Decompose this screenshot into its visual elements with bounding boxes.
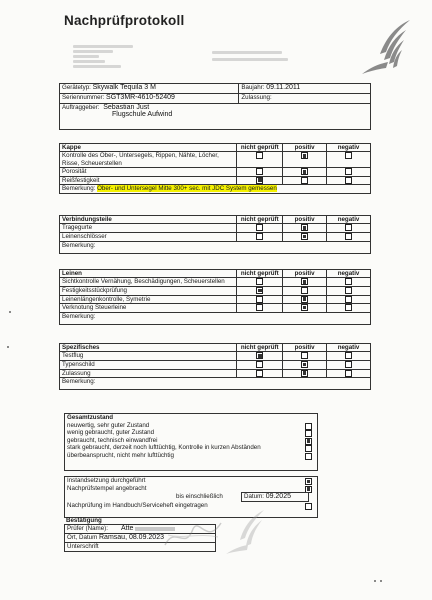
lines-row-label: Festigkeitsstückprüfung — [60, 286, 237, 295]
canopy-row-label: Reißfestigkeit — [60, 176, 237, 185]
place-date-field[interactable]: Ort, Datum Ramsau, 08.09.2023 — [64, 534, 216, 543]
approval-cell: Zulassung: — [239, 94, 371, 104]
valid-until-label: bis einschließlich — [176, 493, 223, 501]
specific-remark: Bemerkung: — [60, 378, 371, 390]
page-title: Nachprüfprotokoll — [64, 13, 185, 28]
overall-option-label: wenig gebraucht, guter Zustand — [67, 429, 155, 437]
checkbox[interactable] — [301, 233, 308, 240]
checkbox[interactable] — [345, 152, 352, 159]
checkbox[interactable] — [301, 370, 308, 377]
year-value: 09.11.2011 — [266, 84, 301, 91]
year-cell: Baujahr: 09.11.2011 — [239, 84, 371, 94]
checkbox[interactable] — [345, 352, 352, 359]
completion-box — [64, 476, 318, 518]
canopy-remark-text: Ober- und Untersegel Mitte 300+ sec. mit JDC System gemessen — [97, 185, 277, 193]
canopy-table: Kappe nicht geprüft positiv negativ Kontrolle des Ober-, Untersegels, Rippen, Nähte, Löcher, Risse, Scheuerstellen Porosität Reißfestigkeit Bemerkung: Ober- und Untersegel Mitte 300+ sec. mit JDC System gemessen — [59, 143, 371, 194]
checkbox[interactable] — [301, 224, 308, 231]
scan-mark — [380, 580, 382, 582]
specific-title: Spezifisches — [60, 344, 237, 352]
checkbox[interactable] — [256, 224, 263, 231]
inspector-field[interactable]: Prüfer (Name): Atte — [64, 524, 216, 534]
lines-row-label: Verknotung Steuerleine — [60, 304, 237, 313]
connectors-table: Verbindungsteile nicht geprüft positiv negativ Tragegurte Leinenschlösser Bemerkung: — [59, 215, 371, 254]
checkbox[interactable] — [345, 296, 352, 303]
checkbox[interactable] — [256, 361, 263, 368]
overall-option-label: neuwertig, sehr guter Zustand — [67, 421, 150, 429]
connectors-remark: Bemerkung: — [60, 241, 371, 253]
overall-option-label: gebraucht, technisch einwandfrei — [67, 436, 158, 444]
checkbox[interactable] — [345, 278, 352, 285]
checkbox[interactable] — [305, 453, 312, 460]
overall-title: Gesamtzustand — [67, 414, 114, 421]
checkbox[interactable] — [256, 370, 263, 377]
checkbox[interactable] — [256, 296, 263, 303]
client-cell: Auftraggeber: Sebastian Just Flugschule Aufwind — [60, 104, 371, 130]
checkbox[interactable] — [345, 177, 352, 184]
checkbox[interactable] — [256, 352, 263, 359]
checkbox[interactable] — [301, 296, 308, 303]
checkbox[interactable] — [301, 287, 308, 294]
overall-condition-box — [64, 413, 318, 471]
checkbox[interactable] — [256, 177, 263, 184]
lines-row-label: Sichtkontrolle Vernähung, Beschädigungen, Scheuerstellen — [60, 278, 237, 287]
checkbox[interactable] — [301, 152, 308, 159]
repair-label: Instandsetzung durchgeführt — [67, 477, 146, 484]
wing-logo-icon — [356, 18, 414, 78]
checkbox[interactable] — [345, 370, 352, 377]
canopy-row-label: Kontrolle des Ober-, Untersegels, Rippen, Nähte, Löcher, Risse, Scheuerstellen — [60, 152, 237, 168]
stamp-wing-icon — [222, 508, 268, 556]
device-type-cell: Gerätetyp: Skywalk Tequila 3 M — [60, 84, 239, 94]
checkbox[interactable] — [345, 168, 352, 175]
checkbox[interactable] — [301, 352, 308, 359]
place-date-value: Ramsau, 08.09.2023 — [99, 534, 164, 542]
scan-mark — [9, 311, 11, 313]
signature-field[interactable]: Unterschrift — [64, 543, 216, 552]
lines-row-label: Leinenlängenkontrolle, Symetrie — [60, 295, 237, 304]
checkbox[interactable] — [345, 233, 352, 240]
checkbox[interactable] — [305, 503, 312, 510]
serial-value: SGT3MR-4610-52409 — [106, 94, 175, 101]
connectors-row-label: Tragegurte — [60, 224, 237, 233]
checkbox[interactable] — [345, 224, 352, 231]
canopy-remark: Bemerkung: Ober- und Untersegel Mitte 300+ sec. mit JDC System gemessen — [60, 185, 371, 193]
checkbox[interactable] — [301, 361, 308, 368]
checkbox[interactable] — [301, 304, 308, 311]
client-school: Flugschule Aufwind — [112, 111, 173, 119]
date-value: 09.2025 — [265, 493, 291, 501]
device-type-value: Skywalk Tequila 3 M — [92, 84, 156, 91]
overall-option-label: stark gebraucht, derzeit noch lufttüchtig, Kontrolle in kurzen Abständen — [67, 444, 261, 452]
checkbox[interactable] — [345, 287, 352, 294]
confirmation-title: Bestätigung — [66, 517, 102, 524]
connectors-title: Verbindungsteile — [60, 216, 237, 224]
specific-row-label: Typenschild — [60, 360, 237, 369]
date-field[interactable]: Datum: 09.2025 — [241, 492, 309, 502]
overall-option-label: überbeansprucht, nicht mehr lufttüchtig — [67, 451, 174, 459]
specific-table: Spezifisches nicht geprüft positiv negativ Testflug Typenschild Zulassung Bemerkung: — [59, 343, 371, 390]
scan-mark — [7, 346, 9, 348]
checkbox[interactable] — [256, 304, 263, 311]
checkbox[interactable] — [345, 361, 352, 368]
checkbox[interactable] — [301, 278, 308, 285]
specific-row-label: Zulassung — [60, 369, 237, 378]
canopy-title: Kappe — [60, 144, 237, 152]
stamp-label: Nachprüfstempel angebracht — [67, 484, 147, 492]
checkbox[interactable] — [256, 287, 263, 294]
checkbox[interactable] — [345, 304, 352, 311]
checkbox[interactable] — [256, 233, 263, 240]
specific-row-label: Testflug — [60, 352, 237, 361]
checkbox[interactable] — [301, 168, 308, 175]
serial-cell: Seriennummer: SGT3MR-4610-52409 — [60, 94, 239, 104]
inspector-value: Atte — [121, 525, 134, 533]
canopy-row-label: Porosität — [60, 168, 237, 177]
checkbox[interactable] — [256, 152, 263, 159]
device-info-table — [59, 83, 371, 130]
connectors-row-label: Leinenschlösser — [60, 232, 237, 241]
lines-table: Leinen nicht geprüft positiv negativ Sichtkontrolle Vernähung, Beschädigungen, Scheuerstellen Festigkeitsstückprüfung Leinenlängenkontrolle, Symetrie Verknotung Steuerleine Bemerkung: — [59, 269, 371, 325]
scan-mark — [374, 580, 376, 582]
client-name: Sebastian Just — [103, 104, 150, 111]
checkbox[interactable] — [256, 168, 263, 175]
checkbox[interactable] — [301, 177, 308, 184]
signature-stamp-icon — [163, 515, 223, 553]
manual-label: Nachprüfung im Handbuch/Serviceheft eingetragen — [67, 502, 208, 510]
lines-remark: Bemerkung: — [60, 312, 371, 324]
checkbox[interactable] — [256, 278, 263, 285]
lines-title: Leinen — [60, 270, 237, 278]
